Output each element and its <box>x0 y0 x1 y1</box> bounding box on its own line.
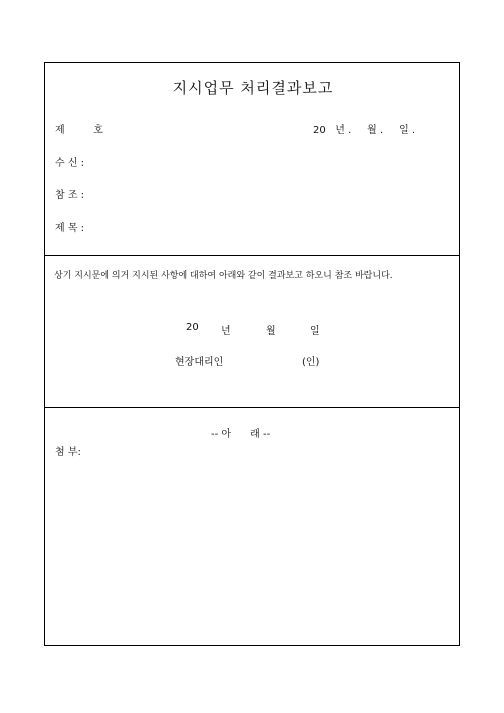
document-number-label: 제 호 <box>55 125 103 136</box>
sign-date-year-unit: 년 <box>221 326 231 337</box>
recipient-field-label: 수 신 : <box>55 158 85 169</box>
document-title: 지시업무 처리결과보고 <box>172 79 334 97</box>
report-date: 20 년 . 월 . 일 . <box>313 125 416 136</box>
attachment-label: 첨 부: <box>55 447 81 458</box>
details-heading: -- 아 래 -- <box>211 429 271 440</box>
sign-date-year: 20 <box>186 322 199 333</box>
signer-title: 현장대리인 <box>175 357 224 368</box>
report-form <box>44 62 460 646</box>
reference-field-label: 참 조 : <box>55 190 85 201</box>
subject-field-label: 제 목 : <box>55 223 85 234</box>
details-section <box>45 408 459 647</box>
header-section <box>45 63 459 256</box>
sign-date-month-unit: 월 <box>266 326 276 337</box>
report-statement: 상기 지시문에 의거 지시된 사항에 대하여 아래와 같이 결과보고 하오니 참조 바랍니다. <box>54 271 393 281</box>
seal-mark: (인) <box>302 357 320 368</box>
report-body-section <box>45 256 459 408</box>
sign-date-day-unit: 일 <box>310 326 320 337</box>
